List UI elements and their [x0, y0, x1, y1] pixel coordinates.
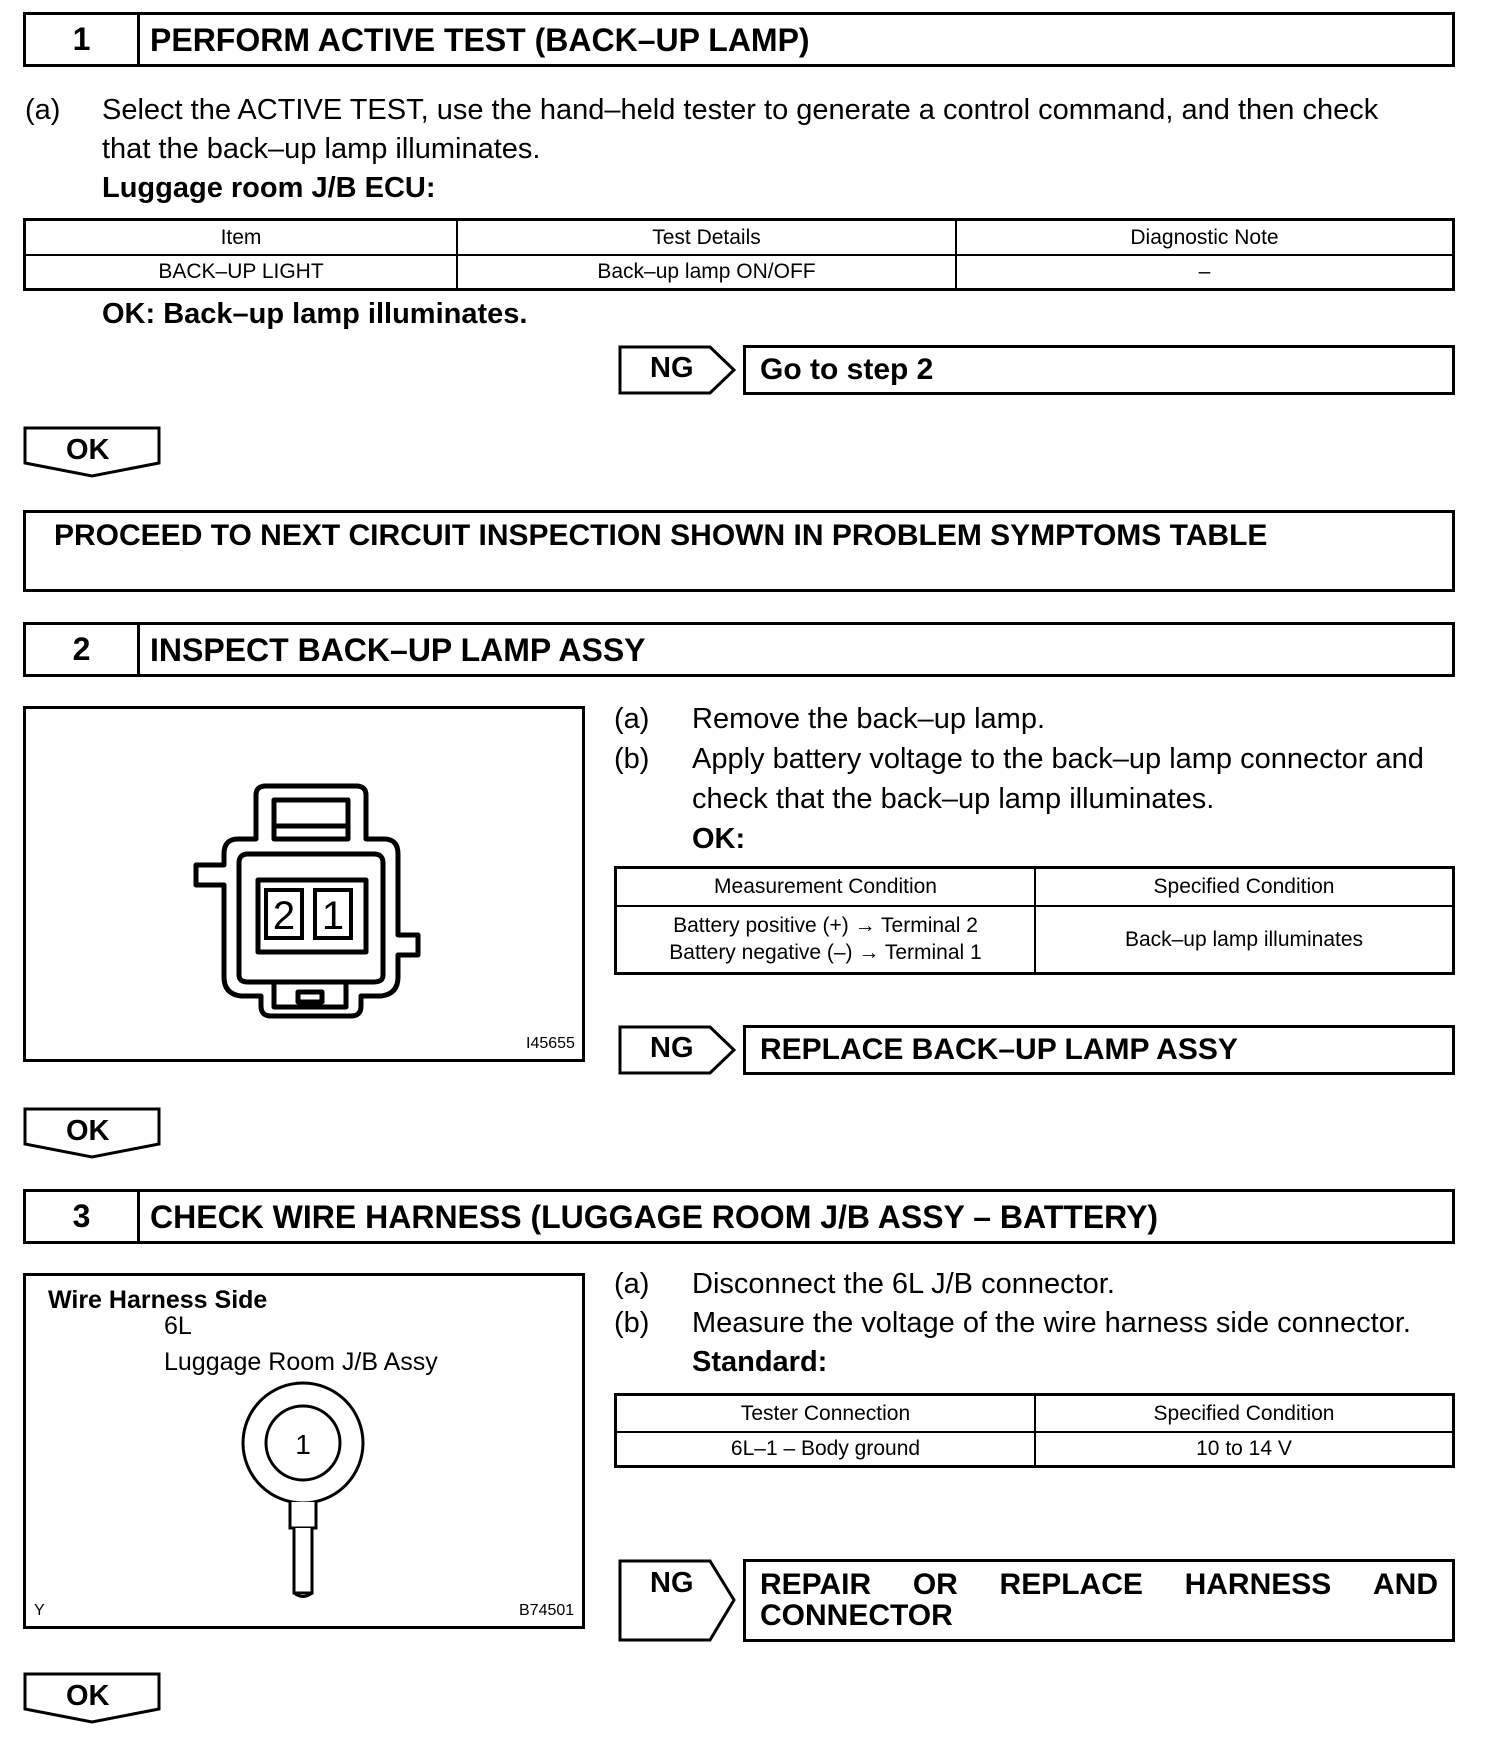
- step1-proceed-box: [23, 510, 1455, 592]
- step1-proceed-text: PROCEED TO NEXT CIRCUIT INSPECTION SHOWN IN PROBLEM SYMPTOMS TABLE: [54, 519, 1268, 552]
- back-up-lamp-connector-diagram: [26, 709, 582, 1059]
- step2-ng-label: NG: [650, 1032, 694, 1064]
- step3-title: CHECK WIRE HARNESS (LUGGAGE ROOM J/B ASSY – BATTERY): [150, 1199, 1159, 1235]
- step3-ok-label: OK: [66, 1680, 110, 1712]
- measurement-condition-line1: Battery positive (+) → Terminal 2: [673, 913, 978, 937]
- table-header-row: [25, 220, 1454, 255]
- step2-instruction-b-line2: check that the back–up lamp illuminates.: [692, 783, 1215, 815]
- step3-ng-result-line2: CONNECTOR: [760, 1599, 953, 1632]
- table-row: [616, 1432, 1454, 1467]
- step2-figure: [23, 706, 585, 1062]
- step3-instruction-a: Disconnect the 6L J/B connector.: [692, 1268, 1115, 1300]
- table-cell: Back–up lamp illuminates: [1035, 906, 1454, 974]
- table-header-cell: Item: [25, 220, 458, 255]
- step3-figure-heading: Wire Harness Side: [48, 1286, 268, 1314]
- table-cell: 6L–1 – Body ground: [616, 1432, 1036, 1467]
- step2-ok-label: OK: [66, 1115, 110, 1147]
- connector-terminal-2: 2: [272, 894, 296, 938]
- step1-instruction-line1: Select the ACTIVE TEST, use the hand–held tester to generate a control command, and then check: [102, 94, 1379, 126]
- table-cell: Back–up lamp ON/OFF: [457, 255, 956, 290]
- step3-instruction-b: Measure the voltage of the wire harness side connector.: [692, 1307, 1411, 1339]
- step3-ng-label: NG: [650, 1567, 694, 1599]
- step1-table: [23, 218, 1455, 291]
- step2-header: [23, 622, 1455, 677]
- step1-marker-a: (a): [25, 94, 61, 126]
- step1-ng-label: NG: [650, 352, 694, 384]
- ng-result-word: AND: [1373, 1568, 1438, 1601]
- measurement-condition-line2: Battery negative (–) → Terminal 1: [669, 941, 982, 965]
- step2-title: INSPECT BACK–UP LAMP ASSY: [150, 632, 646, 668]
- table-header-cell: Diagnostic Note: [956, 220, 1454, 255]
- step2-instruction-b-line1: Apply battery voltage to the back–up lamp connector and: [692, 743, 1424, 775]
- table-header-row: [616, 868, 1454, 906]
- step1-number: 1: [26, 15, 140, 64]
- step3-number: 3: [26, 1192, 140, 1241]
- step2-table: [614, 866, 1455, 975]
- step1-ok-criteria: OK: Back–up lamp illuminates.: [102, 298, 528, 330]
- step1-subheading: Luggage room J/B ECU:: [102, 172, 436, 204]
- step3-standard-heading: Standard:: [692, 1346, 828, 1378]
- step3-header: [23, 1189, 1455, 1244]
- table-cell: [616, 906, 1036, 974]
- table-header-row: [616, 1395, 1454, 1432]
- step2-instruction-a: Remove the back–up lamp.: [692, 703, 1046, 735]
- step3-figure: [23, 1273, 585, 1629]
- step3-figure-corner-letter: Y: [34, 1602, 45, 1619]
- ring-terminal-diagram: [26, 1276, 582, 1626]
- ng-result-word: REPAIR: [760, 1568, 872, 1601]
- step3-marker-b: (b): [614, 1307, 650, 1339]
- step2-ok-heading: OK:: [692, 823, 746, 855]
- ng-result-word: HARNESS: [1184, 1568, 1332, 1601]
- step3-table: [614, 1393, 1455, 1468]
- table-header-cell: Test Details: [457, 220, 956, 255]
- step1-ng-result: Go to step 2: [760, 353, 934, 386]
- step2-number: 2: [26, 625, 140, 674]
- terminal-1-label: 1: [295, 1429, 311, 1460]
- table-header-cell: Measurement Condition: [616, 868, 1036, 906]
- connector-terminal-1: 1: [321, 894, 345, 938]
- step1-ok-label: OK: [66, 434, 110, 466]
- ng-result-word: REPLACE: [999, 1568, 1143, 1601]
- table-row: [25, 255, 1454, 290]
- table-row: [616, 906, 1454, 974]
- table-cell: 10 to 14 V: [1035, 1432, 1454, 1467]
- step2-ng-result-box: [743, 1025, 1455, 1075]
- step3-ng-result-box: [743, 1559, 1455, 1642]
- table-header-cell: Specified Condition: [1035, 1395, 1454, 1432]
- step1-ng-result-box: [743, 345, 1455, 395]
- step3-marker-a: (a): [614, 1268, 650, 1300]
- step1-instruction-line2: that the back–up lamp illuminates.: [102, 133, 541, 165]
- step2-figure-id: I45655: [526, 1035, 575, 1052]
- table-cell: BACK–UP LIGHT: [25, 255, 458, 290]
- table-cell: –: [956, 255, 1454, 290]
- step2-marker-a: (a): [614, 703, 650, 735]
- table-header-cell: Specified Condition: [1035, 868, 1454, 906]
- step3-figure-connector: 6L: [164, 1312, 192, 1340]
- step3-ng-result-line1: [760, 1568, 1438, 1602]
- step1-title: PERFORM ACTIVE TEST (BACK–UP LAMP): [150, 22, 810, 58]
- step3-figure-id: B74501: [519, 1602, 575, 1619]
- step1-header: [23, 12, 1455, 67]
- step2-ng-result: REPLACE BACK–UP LAMP ASSY: [760, 1033, 1238, 1066]
- step3-figure-component: Luggage Room J/B Assy: [164, 1348, 438, 1376]
- table-header-cell: Tester Connection: [616, 1395, 1036, 1432]
- ng-result-word: OR: [912, 1568, 958, 1601]
- step2-marker-b: (b): [614, 743, 650, 775]
